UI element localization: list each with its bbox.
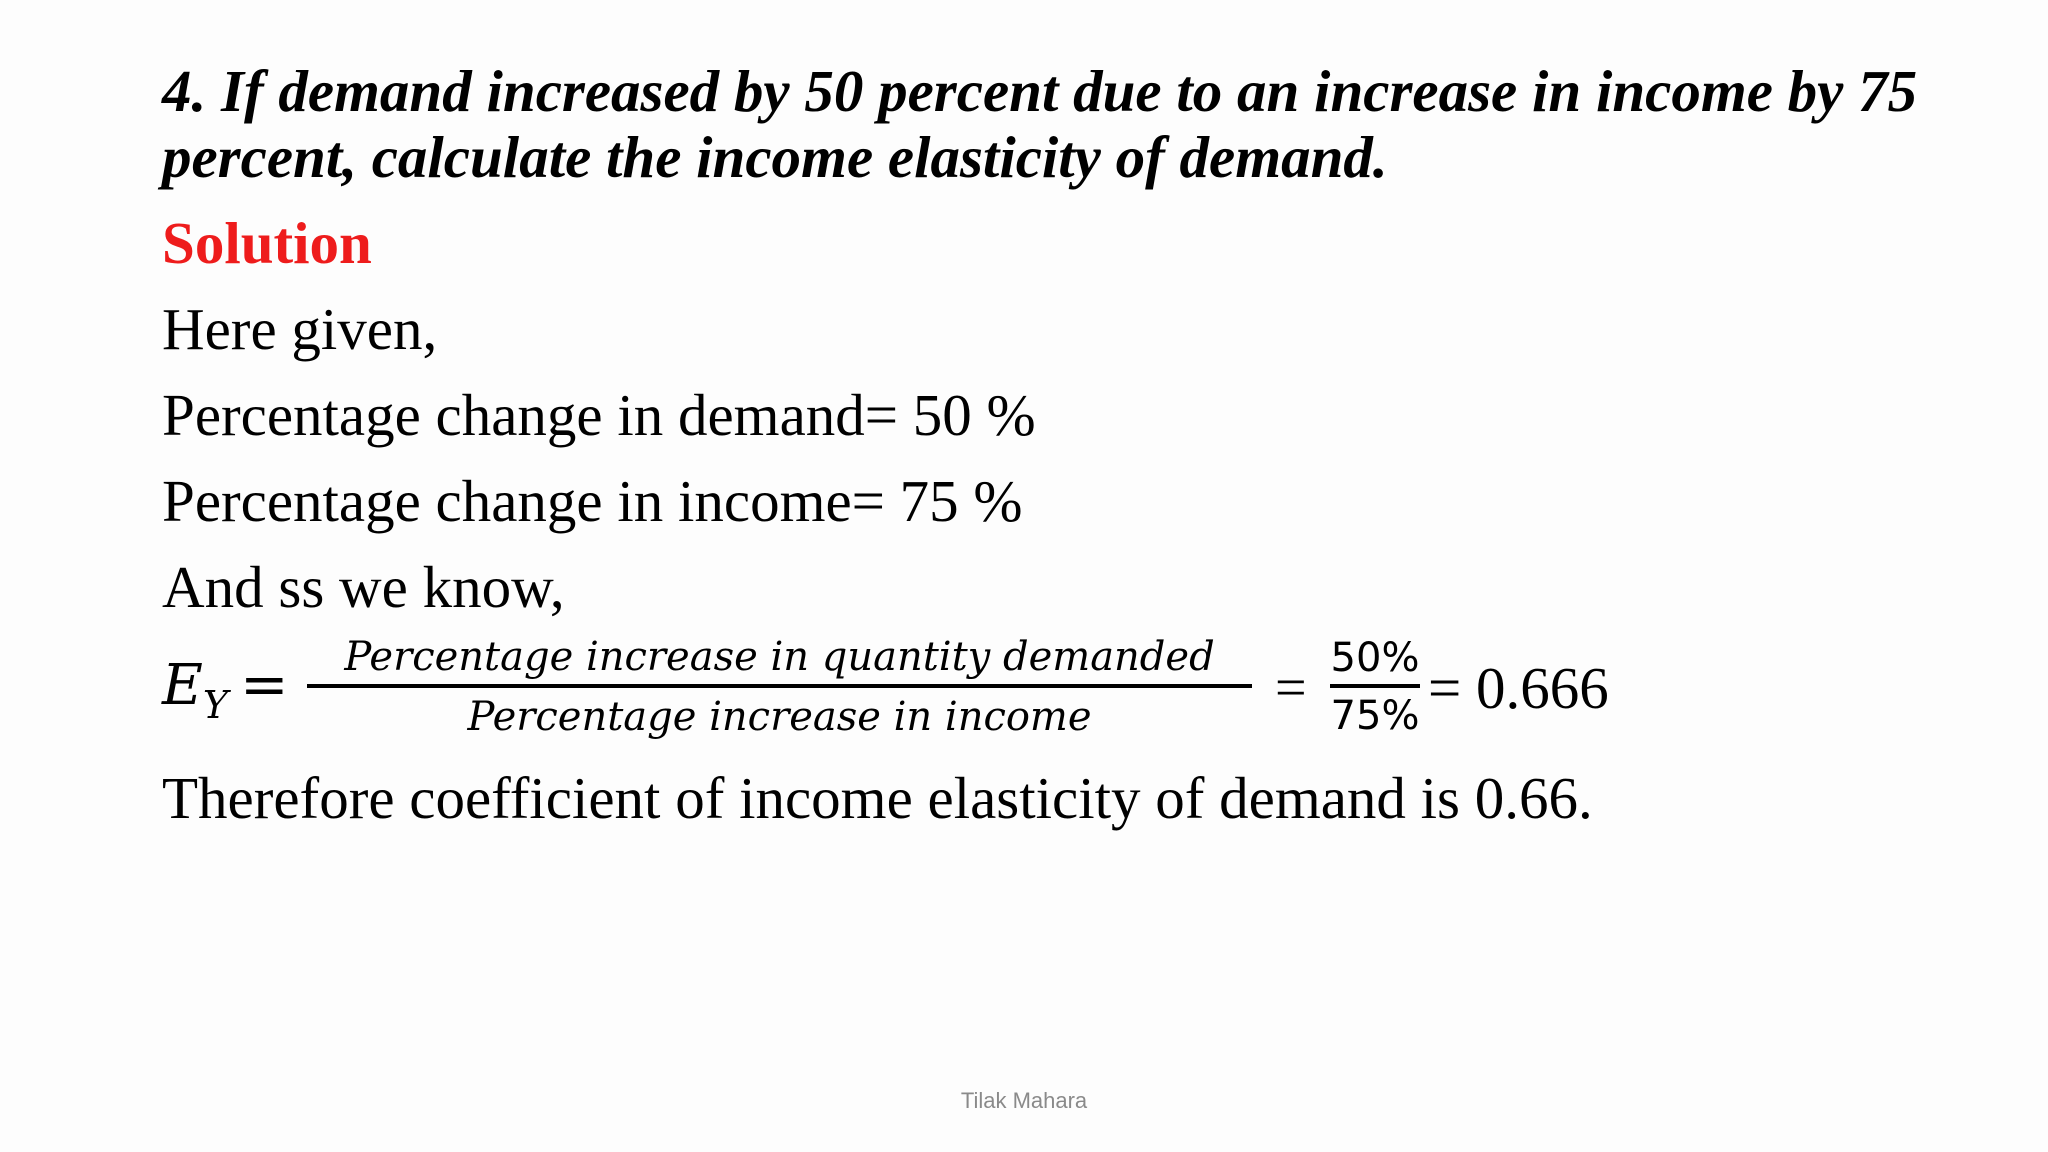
formula-symbol: E <box>162 653 203 718</box>
formula-numerator: Percentage increase in quantity demanded <box>344 634 1215 680</box>
here-given-text: Here given, <box>162 296 438 362</box>
elasticity-formula <box>162 628 1662 748</box>
as-we-know-text: And ss we know, <box>162 554 565 620</box>
formula-result: = 0.666 <box>1428 655 1609 721</box>
formula-fraction <box>307 632 1252 742</box>
formula-lhs <box>162 653 228 727</box>
value-numerator: 50% <box>1330 635 1420 681</box>
formula-subscript: Y <box>202 683 228 727</box>
formula-equals-2: = <box>1275 657 1307 719</box>
formula-equals: = <box>240 650 289 718</box>
solution-heading: Solution <box>162 210 372 276</box>
formula-denominator: Percentage increase in income <box>467 694 1092 740</box>
value-denominator: 75% <box>1330 693 1420 739</box>
demand-change-text: Percentage change in demand= 50 % <box>162 382 1036 448</box>
value-fraction <box>1330 634 1420 740</box>
income-change-text: Percentage change in income= 75 % <box>162 468 1023 534</box>
conclusion-text: Therefore coefficient of income elasticity of demand is 0.66. <box>162 765 1593 831</box>
footer-author: Tilak Mahara <box>960 1088 1088 1113</box>
question-text: 4. If demand increased by 50 percent due to an increase in income by 75 percent, calculate the income elasticity of demand. <box>162 58 1918 190</box>
